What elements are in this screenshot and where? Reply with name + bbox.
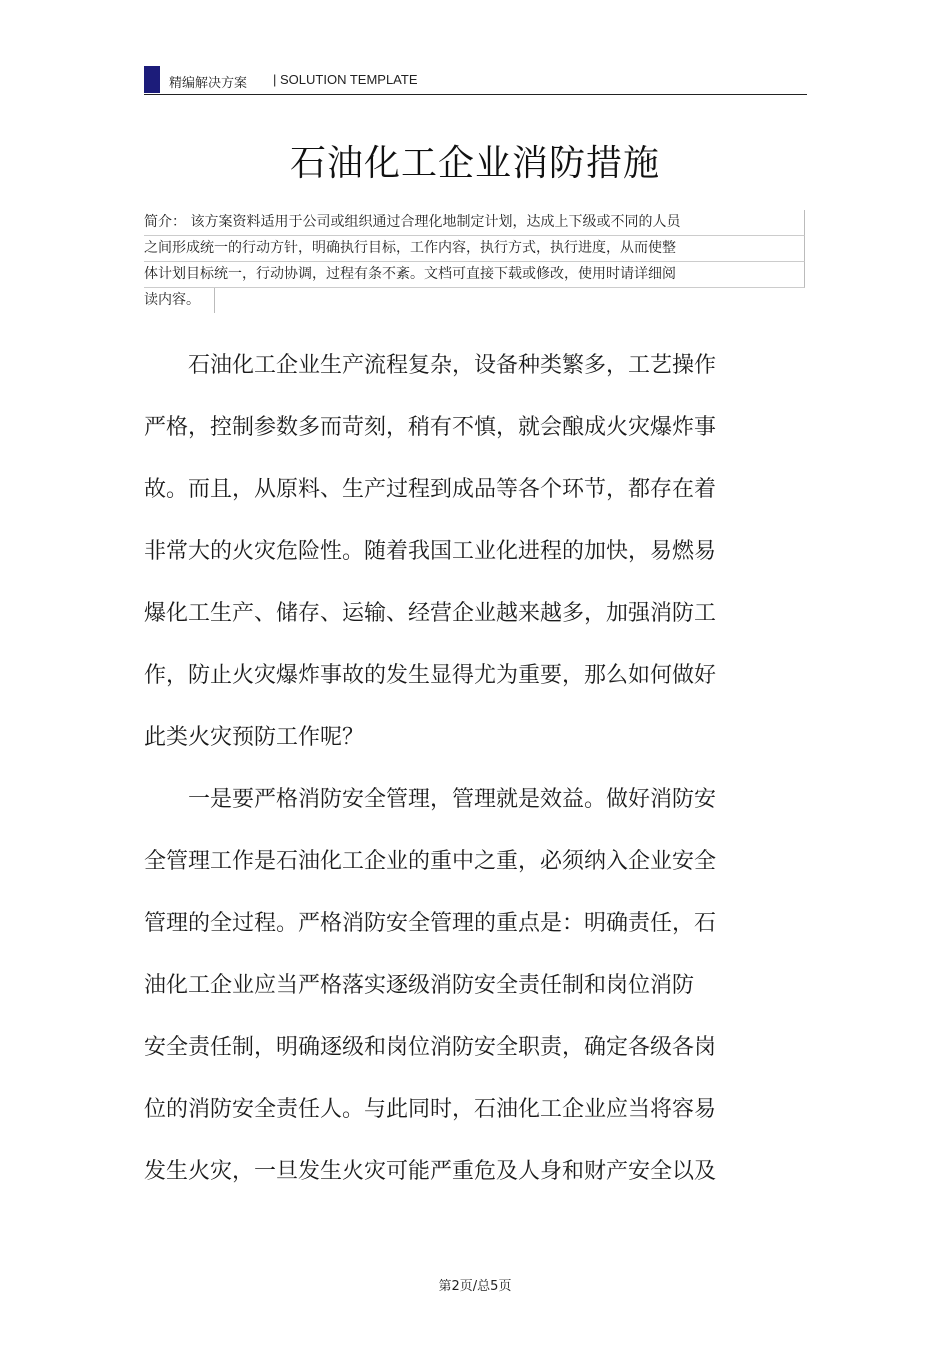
paragraph-line: 油化工企业应当严格落实逐级消防安全责任制和岗位消防 bbox=[144, 973, 695, 998]
paragraph-line: 非常大的火灾危险性。随着我国工业化进程的加快，易燃易 bbox=[144, 539, 717, 564]
page-number: 第2页/总5页 bbox=[438, 1279, 512, 1294]
page-header bbox=[144, 66, 807, 95]
paragraph-line: 作，防止火灾爆炸事故的发生显得尤为重要，那么如何做好 bbox=[144, 663, 717, 688]
summary-line: 体计划目标统一，行动协调，过程有条不紊。文档可直接下载或修改，使用时请详细阅 bbox=[144, 262, 805, 288]
paragraph-line: 全管理工作是石油化工企业的重中之重，必须纳入企业安全 bbox=[144, 849, 717, 874]
paragraph-line: 爆化工生产、储存、运输、经营企业越来越多，加强消防工 bbox=[144, 601, 717, 626]
header-brand: 精编解决方案 bbox=[169, 76, 248, 91]
document-title: 石油化工企业消防措施 bbox=[289, 143, 660, 184]
summary-line: 简介： 该方案资料适用于公司或组织通过合理化地制定计划，达成上下级或不同的人员 bbox=[144, 210, 805, 236]
paragraph-line: 发生火灾，一旦发生火灾可能严重危及人身和财产安全以及 bbox=[144, 1159, 717, 1184]
summary-box bbox=[144, 210, 806, 313]
paragraph-line: 一是要严格消防安全管理，管理就是效益。做好消防安 bbox=[144, 787, 717, 812]
document-body bbox=[144, 335, 744, 1203]
paragraph-line: 位的消防安全责任人。与此同时，石油化工企业应当将容易 bbox=[144, 1097, 717, 1122]
body-paragraph bbox=[144, 335, 744, 769]
summary-line: 之间形成统一的行动方针，明确执行目标，工作内容，执行方式，执行进度，从而使整 bbox=[144, 236, 805, 262]
paragraph-line: 管理的全过程。严格消防安全管理的重点是：明确责任，石 bbox=[144, 911, 717, 936]
body-paragraph bbox=[144, 769, 744, 1203]
logo-icon bbox=[144, 66, 160, 93]
paragraph-line: 安全责任制，明确逐级和岗位消防安全职责，确定各级各岗 bbox=[144, 1035, 717, 1060]
header-template-label: SOLUTION TEMPLATE bbox=[280, 72, 418, 87]
paragraph-line: 故。而且，从原料、生产过程到成品等各个环节，都存在着 bbox=[144, 477, 717, 502]
header-separator: | bbox=[273, 72, 277, 87]
paragraph-line: 此类火灾预防工作呢？ bbox=[144, 725, 365, 750]
summary-line: 读内容。 bbox=[144, 288, 215, 313]
paragraph-line: 严格，控制参数多而苛刻，稍有不慎，就会酿成火灾爆炸事 bbox=[144, 415, 717, 440]
paragraph-line: 石油化工企业生产流程复杂，设备种类繁多，工艺操作 bbox=[144, 353, 717, 378]
